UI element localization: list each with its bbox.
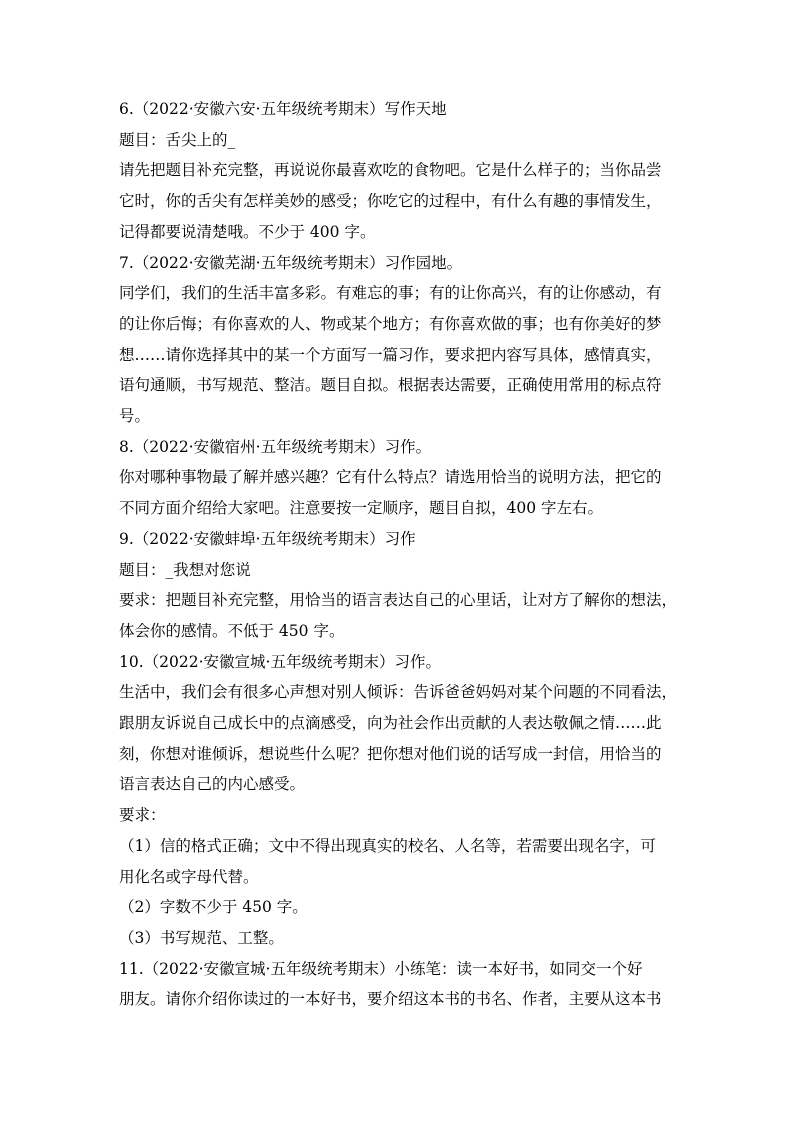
- question-11: [119, 954, 679, 1015]
- question-line: 体会你的感情。不低于 450 字。: [119, 621, 345, 640]
- question-line: 语句通顺，书写规范、整洁。题目自拟。根据表达需要，正确使用常用的标点符: [119, 376, 662, 395]
- question-line: 朋友。请你介绍你读过的一本好书，要介绍这本书的书名、作者，主要从这本书: [119, 990, 662, 1009]
- question-line: 语言表达自己的内心感受。: [119, 775, 306, 794]
- question-9: [119, 524, 679, 647]
- requirement-item: （2）字数不少于 450 字。: [119, 898, 308, 917]
- question-line: 号。: [119, 407, 151, 426]
- question-line: 请先把题目补充完整，再说说你最喜欢吃的食物吧。它是什么样子的；当你品尝: [119, 161, 662, 180]
- requirement-item: （3）书写规范、工整。: [119, 928, 284, 947]
- requirements-label: 要求：: [119, 806, 166, 825]
- question-8: [119, 432, 679, 524]
- question-10: [119, 647, 679, 954]
- question-line: 它时，你的舌尖有怎样美妙的感受；你吃它的过程中，有什么有趣的事情发生，: [119, 192, 662, 211]
- question-line: 记得都要说清楚哦。不少于 400 字。: [119, 222, 376, 241]
- requirement-item: （1）信的格式正确；文中不得出现真实的校名、人名等，若需要出现名字，可: [119, 836, 656, 855]
- question-line: 想……请你选择其中的某一个方面写一篇习作，要求把内容写具体，感情真实，: [119, 345, 662, 364]
- question-7: [119, 248, 679, 432]
- requirement-item: 用化名或字母代替。: [119, 867, 259, 886]
- question-line: 要求：把题目补充完整，用恰当的语言表达自己的心里话，让对方了解你的想法，: [119, 591, 678, 610]
- question-line: 题目：_我想对您说: [119, 560, 251, 579]
- question-line: 不同方面介绍给大家吧。注意要按一定顺序，题目自拟，400 字左右。: [119, 499, 604, 518]
- question-line: 生活中，我们会有很多心声想对别人倾诉：告诉爸爸妈妈对某个问题的不同看法，: [119, 683, 678, 702]
- document-content: [119, 94, 679, 1015]
- question-line: 你对哪种事物最了解并感兴趣？它有什么特点？请选用恰当的说明方法，把它的: [119, 468, 662, 487]
- question-line: 刻，你想对谁倾诉，想说些什么呢？把你想对他们说的话写成一封信，用恰当的: [119, 744, 662, 763]
- question-header: 6.（2022·安徽六安·五年级统考期末）写作天地: [119, 100, 447, 118]
- question-line: 的让你后悔；有你喜欢的人、物或某个地方；有你喜欢做的事；也有你美好的梦: [119, 314, 662, 333]
- question-header: 10.（2022·安徽宣城·五年级统考期末）习作。: [119, 652, 441, 671]
- question-6: [119, 94, 679, 248]
- question-header: 9.（2022·安徽蚌埠·五年级统考期末）习作: [119, 529, 416, 548]
- question-header: 11.（2022·安徽宣城·五年级统考期末）小练笔：读一本好书，如同交一个好: [119, 959, 643, 978]
- question-line: 题目：舌尖上的_: [119, 130, 236, 149]
- question-header: 8.（2022·安徽宿州·五年级统考期末）习作。: [119, 437, 432, 456]
- question-header: 7.（2022·安徽芜湖·五年级统考期末）习作园地。: [119, 253, 463, 272]
- question-line: 同学们，我们的生活丰富多彩。有难忘的事；有的让你高兴，有的让你感动，有: [119, 284, 662, 303]
- question-line: 跟朋友诉说自己成长中的点滴感受，向为社会作出贡献的人表达敬佩之情……此: [119, 714, 662, 733]
